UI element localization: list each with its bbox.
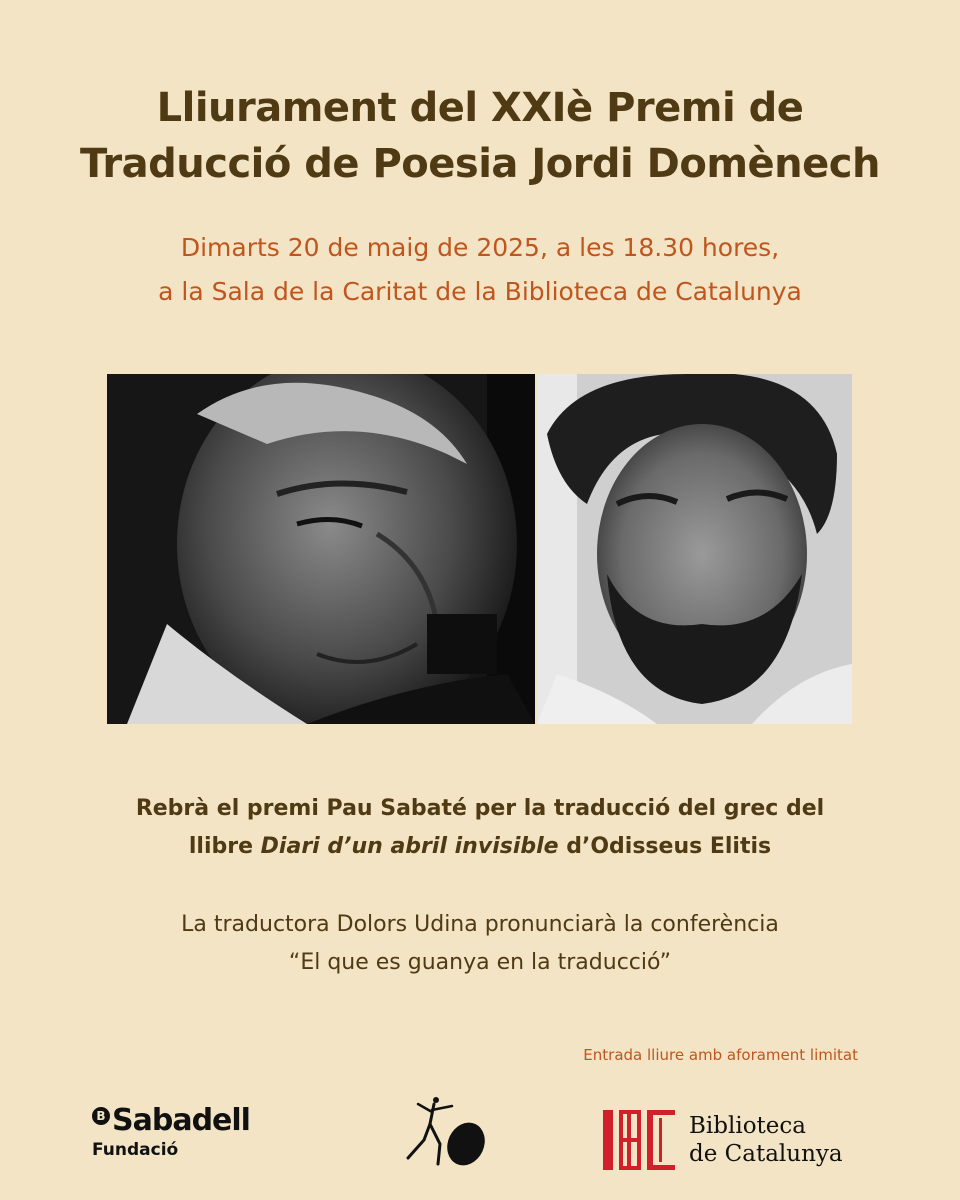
lecture-line-1: La traductora Dolors Udina pronunciarà la conferència: [181, 912, 779, 937]
sabadell-fundacio-text: Fundació: [92, 1140, 179, 1160]
book-title: Diari d’un abril invisible: [260, 834, 559, 859]
event-datetime-location: [0, 226, 960, 314]
award-line-1: Rebrà el premi Pau Sabaté per la traducció del grec del: [135, 796, 825, 821]
award-announcement: [0, 790, 960, 866]
title-line-2: Traducció de Poesia Jordi Domènech: [80, 141, 880, 187]
biblioteca-de-catalunya-logo: [603, 1110, 843, 1170]
entry-note: Entrada lliure amb aforament limitat: [583, 1046, 858, 1064]
lecture-announcement: [0, 906, 960, 982]
portrait-photo-elitis: [107, 374, 535, 724]
award-line-2-prefix: llibre: [188, 834, 261, 859]
premi-jordi-domenech-logo: [394, 1094, 490, 1170]
subtitle-line-1: Dimarts 20 de maig de 2025, a les 18.30 hores,: [180, 233, 780, 262]
sabadell-fundacio-logo: [92, 1103, 250, 1160]
portrait-sabate-drawing: [537, 374, 852, 724]
event-title: [0, 80, 960, 192]
portrait-elitis-drawing: [107, 374, 535, 724]
bc-name-line-1: Biblioteca: [689, 1113, 806, 1139]
bc-red-mark-icon: [603, 1110, 675, 1170]
sabadell-b-badge: B: [92, 1107, 110, 1125]
portrait-photo-sabate: [537, 374, 852, 724]
award-line-2-suffix: d’Odisseus Elitis: [558, 834, 772, 859]
award-line-2: [0, 828, 960, 866]
bc-name-line-2: de Catalunya: [689, 1141, 843, 1167]
sabadell-name: Sabadell: [112, 1103, 250, 1138]
lecture-line-2: “El que es guanya en la traducció”: [288, 950, 672, 975]
subtitle-line-2: a la Sala de la Caritat de la Biblioteca de Catalunya: [158, 277, 802, 306]
title-line-1: Lliurament del XXIè Premi de: [156, 85, 804, 131]
dancer-figure-icon: [394, 1094, 490, 1170]
